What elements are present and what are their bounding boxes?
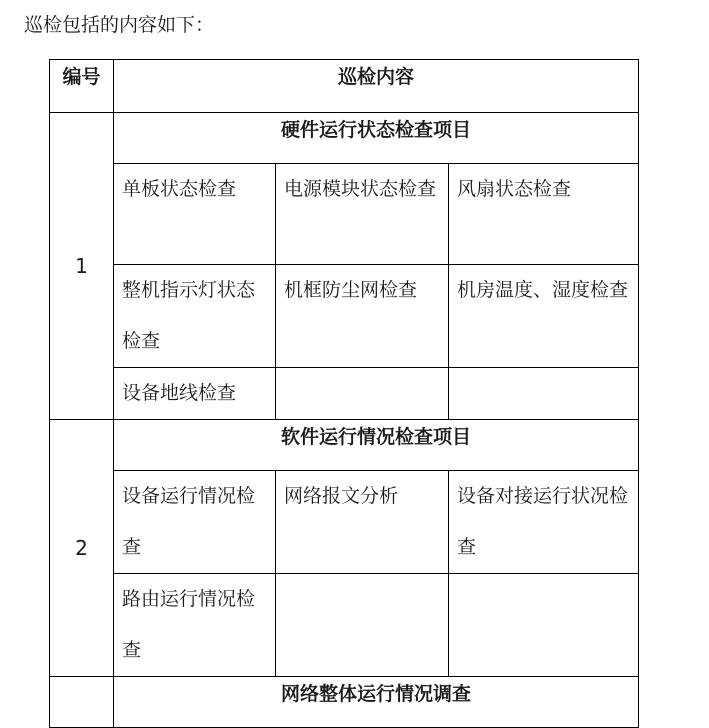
check-item-empty xyxy=(449,574,639,677)
section-number: 2 xyxy=(50,420,114,677)
table-row xyxy=(50,574,639,677)
section-title: 网络整体运行情况调查 xyxy=(114,677,639,728)
header-content: 巡检内容 xyxy=(114,60,639,113)
table-row xyxy=(50,471,639,574)
check-item: 设备运行情况检查 xyxy=(114,471,276,574)
section-number xyxy=(50,677,114,728)
section-number: 1 xyxy=(50,113,114,420)
check-item: 网络报文分析 xyxy=(276,471,449,574)
check-item: 机框防尘网检查 xyxy=(276,265,449,368)
intro-text: 巡检包括的内容如下： xyxy=(24,14,215,36)
table-header-row xyxy=(50,60,639,113)
section-title: 软件运行情况检查项目 xyxy=(114,420,639,471)
section-title-row xyxy=(50,420,639,471)
inspection-table xyxy=(49,59,639,728)
check-item-empty xyxy=(276,368,449,420)
check-item: 机房温度、湿度检查 xyxy=(449,265,639,368)
check-item: 电源模块状态检查 xyxy=(276,164,449,265)
check-item: 整机指示灯状态检查 xyxy=(114,265,276,368)
section-title: 硬件运行状态检查项目 xyxy=(114,113,639,164)
check-item: 设备地线检查 xyxy=(114,368,276,420)
table-row xyxy=(50,265,639,368)
check-item-empty xyxy=(276,574,449,677)
check-item: 风扇状态检查 xyxy=(449,164,639,265)
section-title-row xyxy=(50,677,639,728)
header-number: 编号 xyxy=(50,60,114,113)
check-item: 单板状态检查 xyxy=(114,164,276,265)
section-title-row xyxy=(50,113,639,164)
table-row xyxy=(50,164,639,265)
table-row xyxy=(50,368,639,420)
check-item: 路由运行情况检查 xyxy=(114,574,276,677)
check-item-empty xyxy=(449,368,639,420)
check-item: 设备对接运行状况检查 xyxy=(449,471,639,574)
